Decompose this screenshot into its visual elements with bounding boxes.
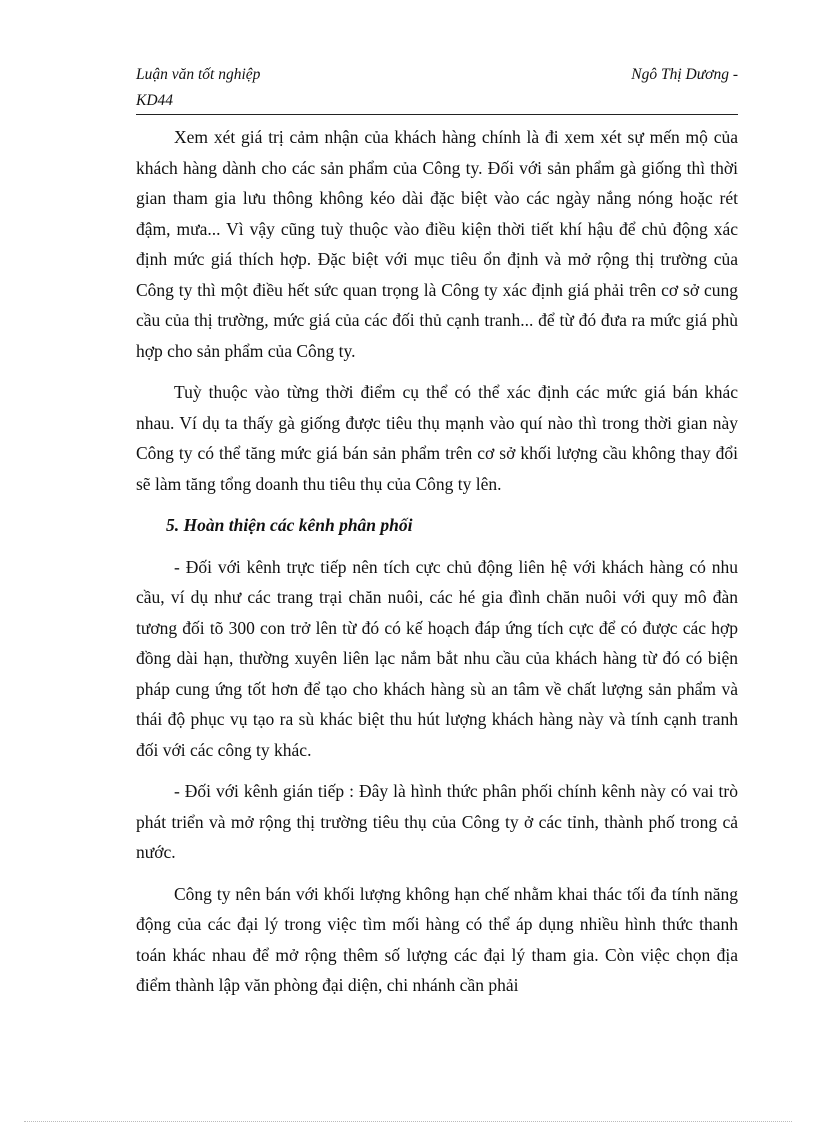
page-header — [136, 62, 738, 114]
paragraph-pricing-by-season: Tuỳ thuộc vào từng thời điểm cụ thể có thể xác định các mức giá bán khác nhau. Ví dụ ta thấy gà giống được tiêu thụ mạnh vào quí nào thì trong thời gian này Công ty có thể tăng mức giá bán sản phẩm trên cơ sở khối lượng cầu không thay đổi sẽ làm tăng tổng doanh thu tiêu thụ của Công ty lên. — [136, 382, 738, 494]
header-thesis-label: Luận văn tốt nghiệp — [136, 66, 261, 83]
page-body — [136, 122, 738, 1001]
paragraph-direct-channel: - Đối với kênh trực tiếp nên tích cực chủ động liên hệ với khách hàng có nhu cầu, ví dụ như các trang trại chăn nuôi, các hé gia đình chăn nuôi với quy mô đàn tương đối tõ 300 con trở lên từ đó có kế hoạch đáp ứng tích cực để có được các hợp đồng dài hạn, thường xuyên liên lạc nắm bắt nhu cầu của khách hàng từ đó có biện pháp cung ứng tốt hơn để tạo cho khách hàng sù an tâm về chất lượng sản phẩm và thái độ phục vụ tạo ra sù khác biệt thu hút lượng khách hàng này và tính cạnh tranh đối với các công ty khác. — [136, 556, 738, 760]
paragraph-agent-sales: Công ty nên bán với khối lượng không hạn chế nhằm khai thác tối đa tính năng động của các đại lý trong việc tìm mối hàng có thể áp dụng nhiều hình thức thanh toán khác nhau để mở rộng thêm số lượng các đại lý tham gia. Còn việc chọn địa điểm thành lập văn phòng đại diện, chi nhánh cần phải — [136, 883, 738, 995]
header-divider — [136, 114, 738, 115]
header-class-code: KD44 — [136, 92, 174, 109]
page-bottom-edge — [24, 1121, 792, 1122]
header-author-name: Ngô Thị Dương - — [631, 66, 738, 83]
section-heading-distribution-channels: 5. Hoàn thiện các kênh phân phối — [166, 515, 413, 535]
paragraph-indirect-channel: - Đối với kênh gián tiếp : Đây là hình thức phân phối chính kênh này có vai trò phát triển và mở rộng thị trường tiêu thụ của Công ty ở các tỉnh, thành phố trong cả nước. — [136, 781, 738, 862]
paragraph-customer-perceived-value: Xem xét giá trị cảm nhận của khách hàng chính là đi xem xét sự mến mộ của khách hàng dành cho các sản phẩm của Công ty. Đối với sản phẩm gà giống thì thời gian tham gia lưu thông không kéo dài đặc biệt vào các ngày nắng nóng hoặc rét đậm, mưa... Vì vậy cũng tuỳ thuộc vào điều kiện thời tiết khí hậu để chủ động xác định mức giá thích hợp. Đặc biệt với mục tiêu ổn định và mở rộng thị trường của Công ty thì một điều hết sức quan trọng là Công ty xác định giá phải trên cơ sở cung cầu của thị trường, mức giá của các đối thủ cạnh tranh... để từ đó đưa ra mức giá phù hợp cho sản phẩm của Công ty. — [136, 127, 738, 361]
header-top-row — [136, 62, 738, 88]
header-bottom-row — [136, 88, 738, 114]
